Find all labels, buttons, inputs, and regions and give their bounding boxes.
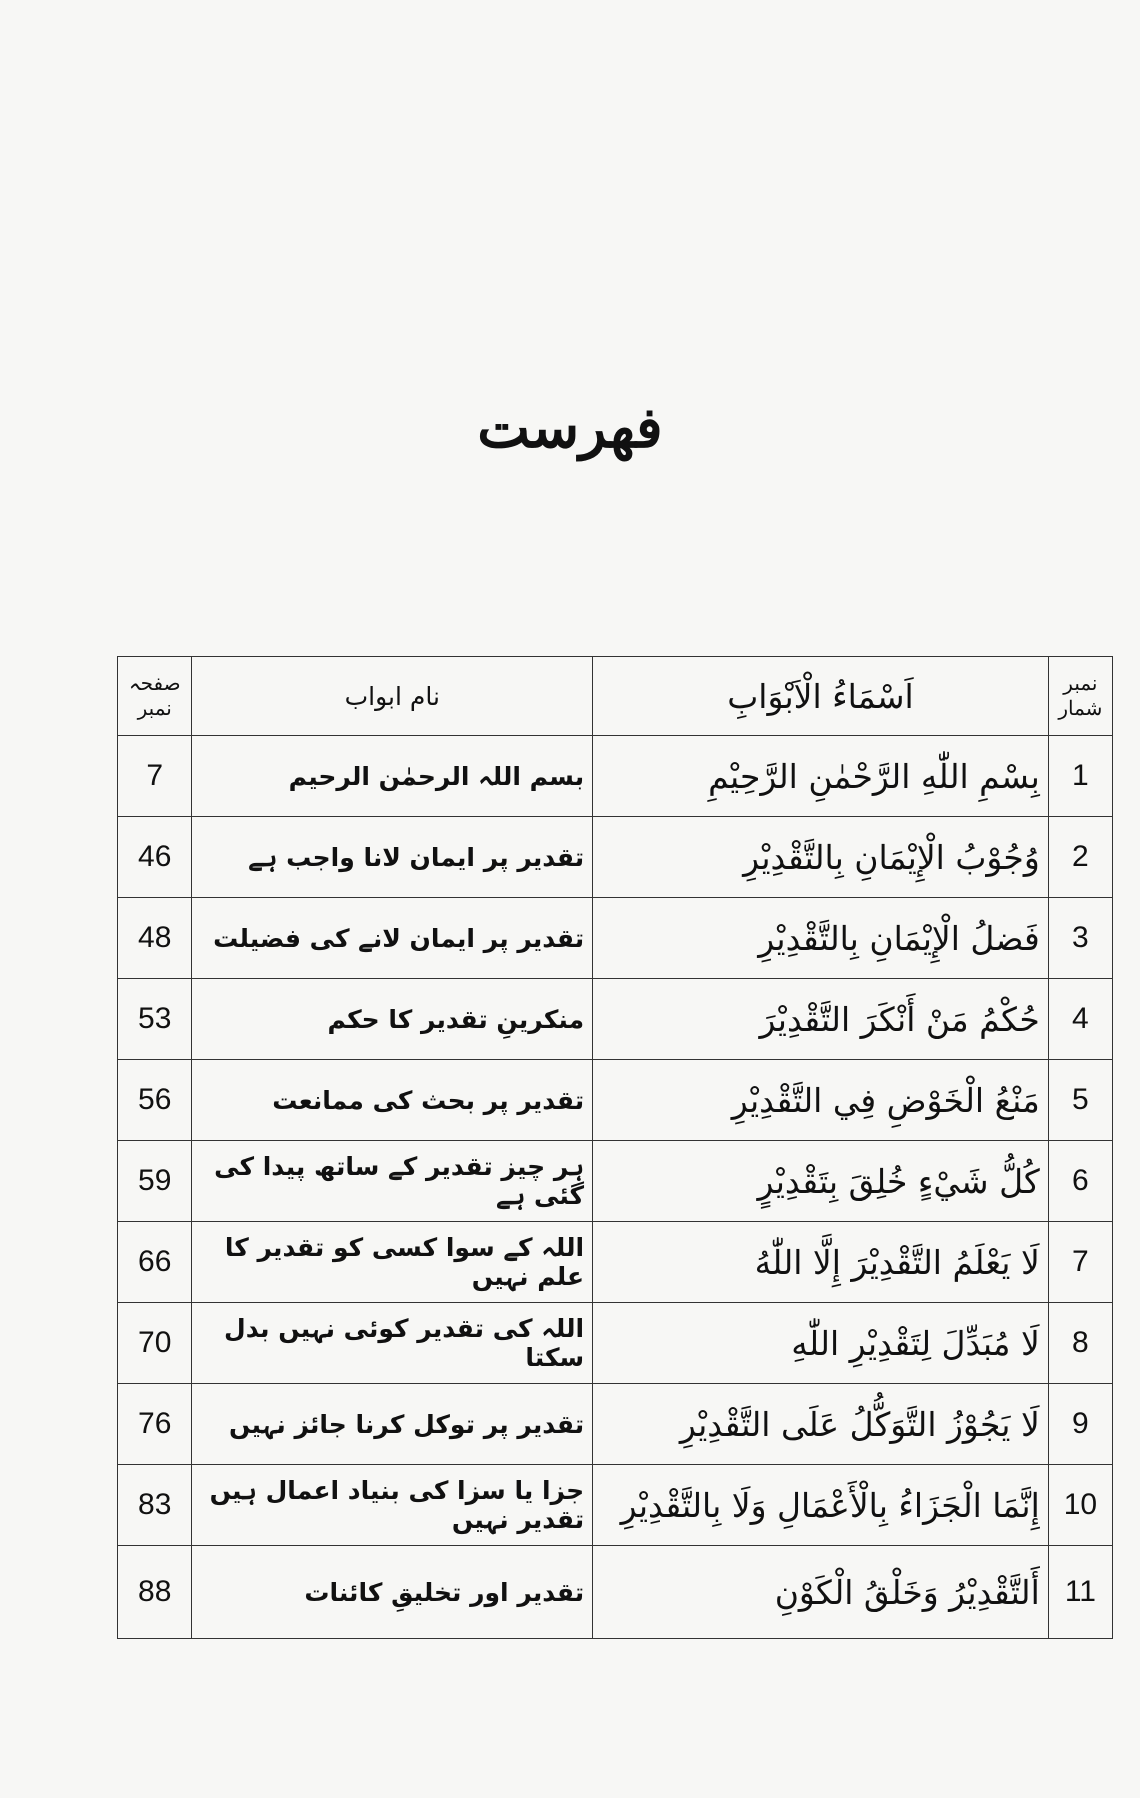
table-row — [118, 1384, 1113, 1465]
row-number: 6 — [1048, 1141, 1112, 1222]
row-number: 3 — [1048, 898, 1112, 979]
row-page-number: 48 — [118, 898, 192, 979]
row-page-number: 88 — [118, 1546, 192, 1639]
table-row — [118, 979, 1113, 1060]
row-urdu-title: تقدیر پر ایمان لانا واجب ہے — [192, 817, 593, 898]
contents-table — [117, 656, 1113, 1639]
row-urdu-title: تقدیر اور تخلیقِ کائنات — [192, 1546, 593, 1639]
row-urdu-title: منکرینِ تقدیر کا حکم — [192, 979, 593, 1060]
header-urdu-title: نام ابواب — [192, 657, 593, 736]
row-urdu-title: تقدیر پر توکل کرنا جائز نہیں — [192, 1384, 593, 1465]
header-number: نمبر شمار — [1048, 657, 1112, 736]
row-urdu-title: ہر چیز تقدیر کے ساتھ پیدا کی گئی ہے — [192, 1141, 593, 1222]
row-arabic-title: بِسْمِ اللّٰهِ الرَّحْمٰنِ الرَّحِيْمِ — [593, 736, 1049, 817]
row-number: 11 — [1048, 1546, 1112, 1639]
row-urdu-title: اللہ کی تقدیر کوئی نہیں بدل سکتا — [192, 1303, 593, 1384]
row-urdu-title: تقدیر پر ایمان لانے کی فضیلت — [192, 898, 593, 979]
row-urdu-title: اللہ کے سوا کسی کو تقدیر کا علم نہیں — [192, 1222, 593, 1303]
row-arabic-title: حُكْمُ مَنْ أَنْكَرَ التَّقْدِيْرَ — [593, 979, 1049, 1060]
row-page-number: 59 — [118, 1141, 192, 1222]
row-page-number: 83 — [118, 1465, 192, 1546]
row-page-number: 56 — [118, 1060, 192, 1141]
row-number: 8 — [1048, 1303, 1112, 1384]
table-row — [118, 1141, 1113, 1222]
header-page: صفحہ نمبر — [118, 657, 192, 736]
table-row — [118, 1060, 1113, 1141]
row-urdu-title: بسم اللہ الرحمٰن الرحیم — [192, 736, 593, 817]
row-urdu-title: جزا یا سزا کی بنیاد اعمال ہیں تقدیر نہیں — [192, 1465, 593, 1546]
page-title: فهرست — [477, 395, 663, 461]
row-number: 7 — [1048, 1222, 1112, 1303]
table-row — [118, 1465, 1113, 1546]
header-arabic-title: اَسْمَاءُ الْاَبْوَابِ — [593, 657, 1049, 736]
row-number: 2 — [1048, 817, 1112, 898]
row-page-number: 66 — [118, 1222, 192, 1303]
row-page-number: 46 — [118, 817, 192, 898]
table-row — [118, 898, 1113, 979]
row-number: 5 — [1048, 1060, 1112, 1141]
row-arabic-title: فَضلُ الْإِيْمَانِ بِالتَّقْدِيْرِ — [593, 898, 1049, 979]
table-row — [118, 1222, 1113, 1303]
row-arabic-title: إِنَّمَا الْجَزَاءُ بِالْأَعْمَالِ وَلَا بِالتَّقْدِيْرِ — [593, 1465, 1049, 1546]
row-arabic-title: لَا يَجُوْزُ التَّوَكُّلُ عَلَى التَّقْدِيْرِ — [593, 1384, 1049, 1465]
row-arabic-title: لَا يَعْلَمُ التَّقْدِيْرَ إِلَّا اللّٰهُ — [593, 1222, 1049, 1303]
row-arabic-title: لَا مُبَدِّلَ لِتَقْدِيْرِ اللّٰهِ — [593, 1303, 1049, 1384]
row-arabic-title: وُجُوْبُ الْإِيْمَانِ بِالتَّقْدِيْرِ — [593, 817, 1049, 898]
row-arabic-title: مَنْعُ الْخَوْضِ فِي التَّقْدِيْرِ — [593, 1060, 1049, 1141]
table-row — [118, 1303, 1113, 1384]
row-arabic-title: كُلُّ شَيْءٍ خُلِقَ بِتَقْدِيْرٍ — [593, 1141, 1049, 1222]
row-number: 1 — [1048, 736, 1112, 817]
table-row — [118, 736, 1113, 817]
row-number: 9 — [1048, 1384, 1112, 1465]
table-row — [118, 817, 1113, 898]
row-number: 10 — [1048, 1465, 1112, 1546]
table-row — [118, 1546, 1113, 1639]
row-arabic-title: أَلتَّقْدِيْرُ وَخَلْقُ الْكَوْنِ — [593, 1546, 1049, 1639]
table-header-row — [118, 657, 1113, 736]
row-urdu-title: تقدیر پر بحث کی ممانعت — [192, 1060, 593, 1141]
row-page-number: 53 — [118, 979, 192, 1060]
row-number: 4 — [1048, 979, 1112, 1060]
row-page-number: 70 — [118, 1303, 192, 1384]
row-page-number: 7 — [118, 736, 192, 817]
row-page-number: 76 — [118, 1384, 192, 1465]
